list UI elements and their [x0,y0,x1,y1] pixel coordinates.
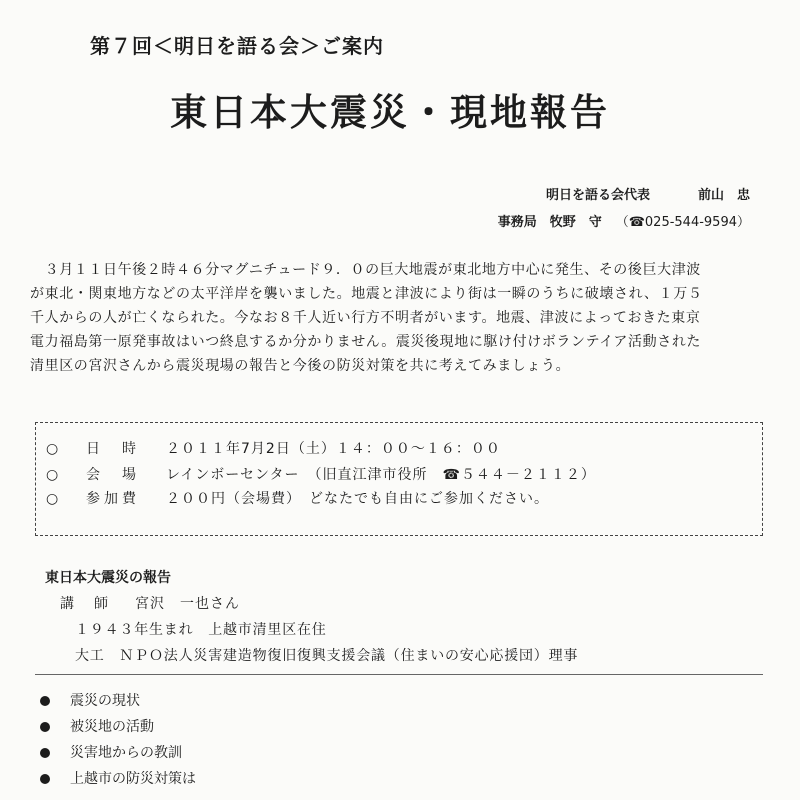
office-phone: （☎025-544-9594） [615,215,750,230]
event-info-box [35,422,763,536]
office-label: 事務局 牧野 守 [497,215,602,230]
section-divider [35,674,763,675]
topic-item [40,766,196,792]
topic-item [40,688,196,714]
circle-bullet-icon: ○ [46,491,59,507]
office-line [498,209,750,236]
bullet-dot-icon [40,696,50,706]
intro-line: 電力福島第一原発事故はいつ終息するか分かりません。震災後現地に駆け付けボランテイア活動された [30,334,702,350]
topic-label: 上越市の防災対策は [70,771,196,787]
representative-name: 前山 忠 [697,188,750,203]
lecturer-detail: １９４３年生まれ 上越市清里区在住 [75,622,327,638]
info-label: 日 時 [86,441,140,457]
circle-bullet-icon: ○ [46,441,59,457]
bullet-dot-icon [40,748,50,758]
report-section [45,565,578,669]
event-subtitle: 第７回＜明日を語る会＞ご案内 [90,34,384,58]
intro-line: ３月１１日午後２時４６分マグニチュード９．０の巨大地震が東北地方中心に発生、その後巨大津波 [30,262,701,278]
bullet-dot-icon [40,774,50,784]
info-value: ２００円（会場費） どなたでも自由にご参加ください。 [166,491,549,507]
topic-label: 震災の現状 [70,693,140,709]
info-label: 会 場 [86,467,140,483]
topic-item [40,740,196,766]
lecturer-line [60,591,578,617]
info-value: レインボーセンター （旧直江津市役所 ☎５４４－２１１２） [166,467,596,483]
topic-list [40,688,196,792]
organizer-block [498,182,750,236]
intro-paragraph [30,258,775,378]
lecturer-label: 講 師 [60,596,111,612]
page-title: 東日本大震災・現地報告 [170,91,610,134]
lecturer-detail: 大工 ＮＰＯ法人災害建造物復旧復興支援会議（住まいの安心応援団）理事 [75,648,579,664]
report-heading: 東日本大震災の報告 [45,570,171,586]
lecturer-name: 宮沢 一也さん [135,596,240,612]
representative-line [498,182,750,209]
circle-bullet-icon: ○ [46,467,59,483]
bullet-dot-icon [40,722,50,732]
intro-line: 清里区の宮沢さんから震災現場の報告と今後の防災対策を共に考えてみましょう。 [30,358,571,374]
info-value: ２０１１年7月2日（土）１４：００～１６：００ [166,441,501,457]
topic-item [40,714,196,740]
info-label: 参加費 [86,491,140,507]
intro-line: が東北・関東地方などの太平洋岸を襲いました。地震と津波により街は一瞬のうちに破壊され、１万５ [30,286,703,302]
topic-label: 被災地の活動 [70,719,154,735]
intro-line: 千人からの人が亡くなられた。今なお８千人近い行方不明者がいます。地震、津波によっておきた東京 [30,310,701,326]
topic-label: 災害地からの教訓 [70,745,182,761]
representative-label: 明日を語る会代表 [545,188,650,203]
